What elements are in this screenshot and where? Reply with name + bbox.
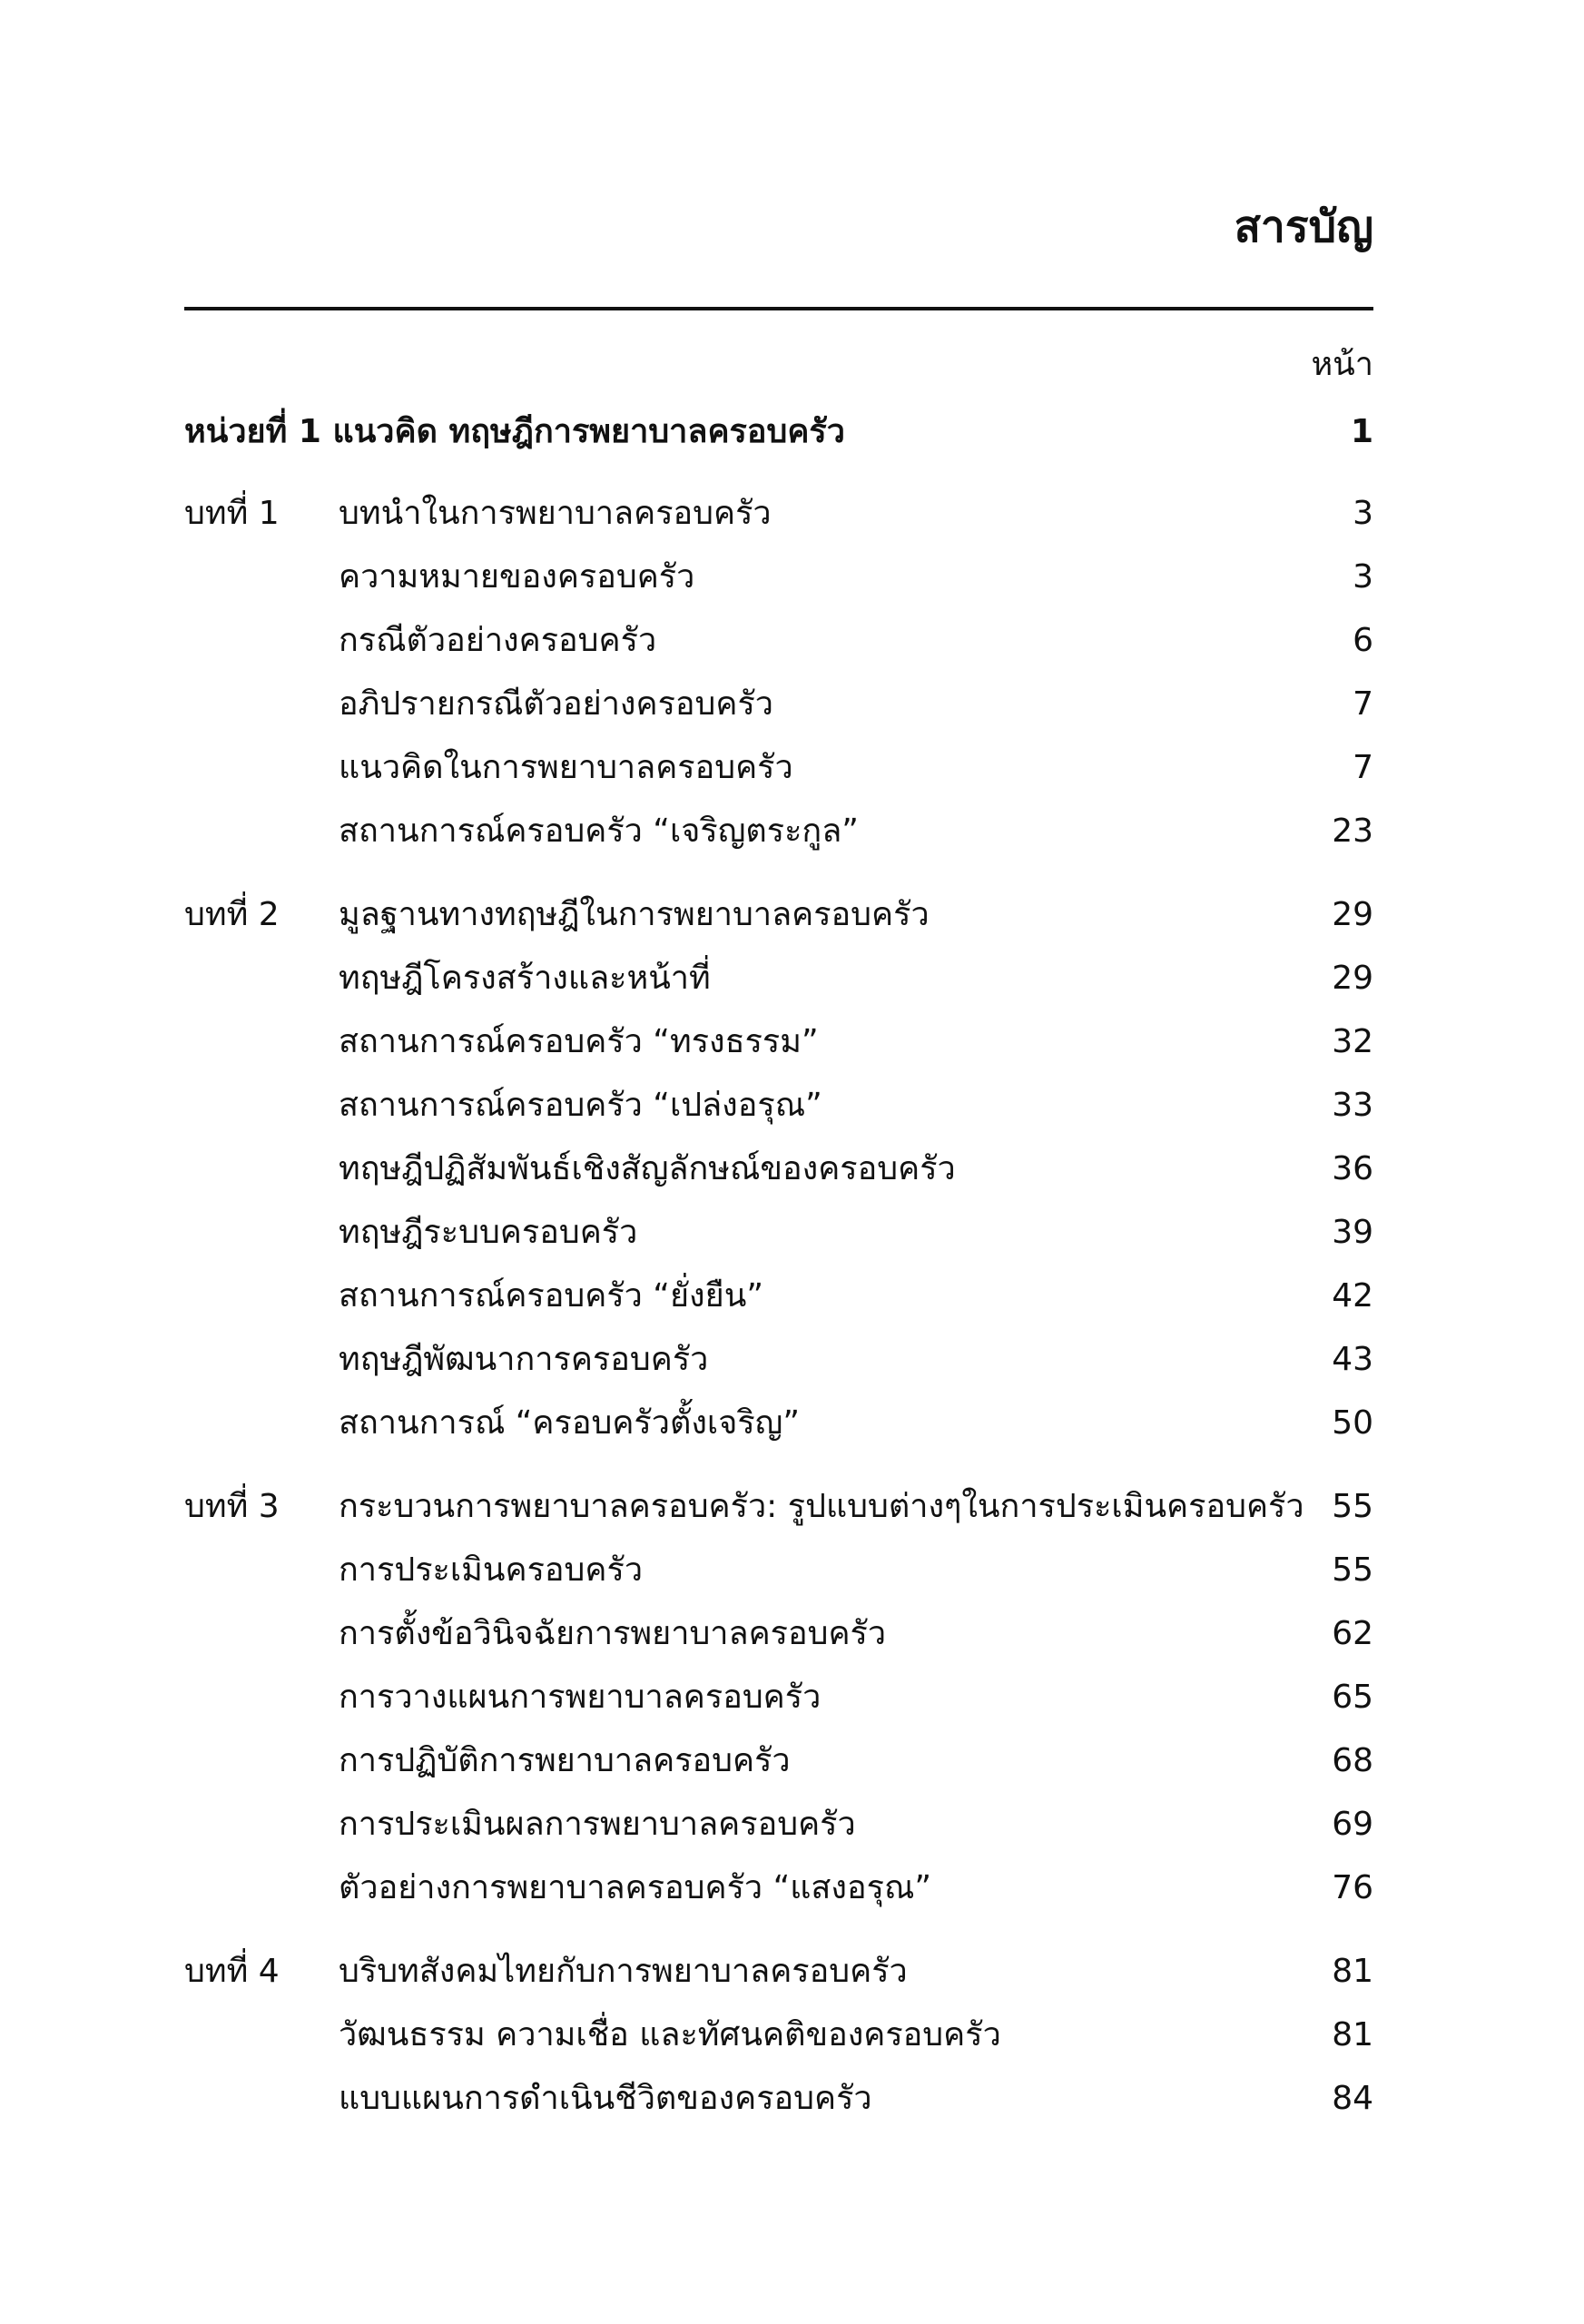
chapter-label: บทที่ 1	[184, 495, 280, 532]
item-title: การวางแผนการพยาบาลครอบครัว	[339, 1679, 822, 1716]
item-page: 65	[1332, 1679, 1373, 1716]
item-page: 55	[1332, 1551, 1373, 1589]
item-page: 33	[1332, 1087, 1373, 1124]
item-title: สถานการณ์ครอบครัว “ยั่งยืน”	[339, 1277, 763, 1315]
item-page: 68	[1332, 1742, 1373, 1779]
unit-page: 1	[1350, 413, 1373, 450]
toc-item	[184, 1396, 1373, 1451]
chapter-title: บริบทสังคมไทยกับการพยาบาลครอบครัว	[339, 1953, 908, 1990]
toc-item	[184, 1543, 1373, 1598]
item-page: 69	[1332, 1806, 1373, 1843]
item-title: ทฤษฎีโครงสร้างและหน้าที่	[339, 960, 711, 997]
toc-item	[184, 1078, 1373, 1133]
toc-item	[184, 951, 1373, 1006]
item-page: 29	[1332, 960, 1373, 997]
item-page: 84	[1332, 2080, 1373, 2117]
toc-item	[184, 614, 1373, 668]
item-title: การประเมินครอบครัว	[339, 1551, 644, 1589]
item-page: 3	[1353, 558, 1373, 596]
chapter-row	[184, 888, 1373, 942]
toc-item	[184, 1015, 1373, 1069]
item-title: การประเมินผลการพยาบาลครอบครัว	[339, 1806, 856, 1843]
item-page: 81	[1332, 2016, 1373, 2053]
item-page: 7	[1353, 685, 1373, 723]
toc-item	[184, 1607, 1373, 1661]
page-column-label: หน้า	[1311, 346, 1373, 383]
item-title: แบบแผนการดำเนินชีวิตของครอบครัว	[339, 2080, 872, 2117]
toc-item	[184, 2072, 1373, 2126]
item-page: 7	[1353, 749, 1373, 786]
chapter-page: 81	[1332, 1953, 1373, 1990]
chapter-title: บทนำในการพยาบาลครอบครัว	[339, 495, 772, 532]
item-page: 36	[1332, 1150, 1373, 1187]
item-title: สถานการณ์ “ครอบครัวตั้งเจริญ”	[339, 1404, 800, 1442]
toc-item	[184, 741, 1373, 795]
item-title: อภิปรายกรณีตัวอย่างครอบครัว	[339, 685, 774, 723]
chapter-title: กระบวนการพยาบาลครอบครัว: รูปแบบต่างๆในการประเมินครอบครัว	[339, 1488, 1304, 1525]
chapter-label: บทที่ 2	[184, 896, 280, 933]
item-title: กรณีตัวอย่างครอบครัว	[339, 622, 657, 659]
item-title: วัฒนธรรม ความเชื่อ และทัศนคติของครอบครัว	[339, 2016, 1001, 2053]
item-page: 42	[1332, 1277, 1373, 1315]
item-title: การปฏิบัติการพยาบาลครอบครัว	[339, 1742, 791, 1779]
heading-rule	[184, 307, 1373, 310]
toc-item	[184, 1142, 1373, 1196]
unit-row	[184, 405, 1373, 459]
chapter-label: บทที่ 4	[184, 1953, 280, 1990]
item-page: 23	[1332, 812, 1373, 850]
item-title: แนวคิดในการพยาบาลครอบครัว	[339, 749, 793, 786]
item-title: ทฤษฎีระบบครอบครัว	[339, 1214, 638, 1251]
toc-item	[184, 677, 1373, 732]
chapter-title: มูลฐานทางทฤษฎีในการพยาบาลครอบครัว	[339, 896, 930, 933]
chapter-page: 29	[1332, 896, 1373, 933]
item-title: ทฤษฎีปฏิสัมพันธ์เชิงสัญลักษณ์ของครอบครัว	[339, 1150, 956, 1187]
item-title: สถานการณ์ครอบครัว “ทรงธรรม”	[339, 1023, 819, 1060]
item-title: สถานการณ์ครอบครัว “เปล่งอรุณ”	[339, 1087, 822, 1124]
toc-item	[184, 1797, 1373, 1852]
item-title: การตั้งข้อวินิจฉัยการพยาบาลครอบครัว	[339, 1615, 887, 1652]
toc-item	[184, 1734, 1373, 1788]
item-title: ตัวอย่างการพยาบาลครอบครัว “แสงอรุณ”	[339, 1869, 931, 1906]
item-page: 62	[1332, 1615, 1373, 1652]
chapter-page: 55	[1332, 1488, 1373, 1525]
unit-label: หน่วยที่ 1 แนวคิด ทฤษฎีการพยาบาลครอบครัว	[184, 413, 845, 450]
toc-item	[184, 1861, 1373, 1915]
chapter-page: 3	[1353, 495, 1373, 532]
chapter-row	[184, 487, 1373, 541]
item-page: 76	[1332, 1869, 1373, 1906]
toc-item	[184, 1670, 1373, 1725]
chapter-label: บทที่ 3	[184, 1488, 280, 1525]
toc-item	[184, 550, 1373, 605]
toc-item	[184, 1269, 1373, 1324]
item-title: ทฤษฎีพัฒนาการครอบครัว	[339, 1341, 709, 1378]
item-title: สถานการณ์ครอบครัว “เจริญตระกูล”	[339, 812, 859, 850]
chapter-row	[184, 1480, 1373, 1534]
toc-heading: สารบัญ	[1234, 202, 1373, 252]
chapter-row	[184, 1945, 1373, 1999]
toc-item	[184, 1206, 1373, 1260]
toc-item	[184, 2008, 1373, 2063]
toc-item	[184, 1333, 1373, 1387]
item-page: 32	[1332, 1023, 1373, 1060]
item-page: 39	[1332, 1214, 1373, 1251]
toc-item	[184, 804, 1373, 859]
item-page: 50	[1332, 1404, 1373, 1442]
item-page: 6	[1353, 622, 1373, 659]
item-title: ความหมายของครอบครัว	[339, 558, 695, 596]
item-page: 43	[1332, 1341, 1373, 1378]
